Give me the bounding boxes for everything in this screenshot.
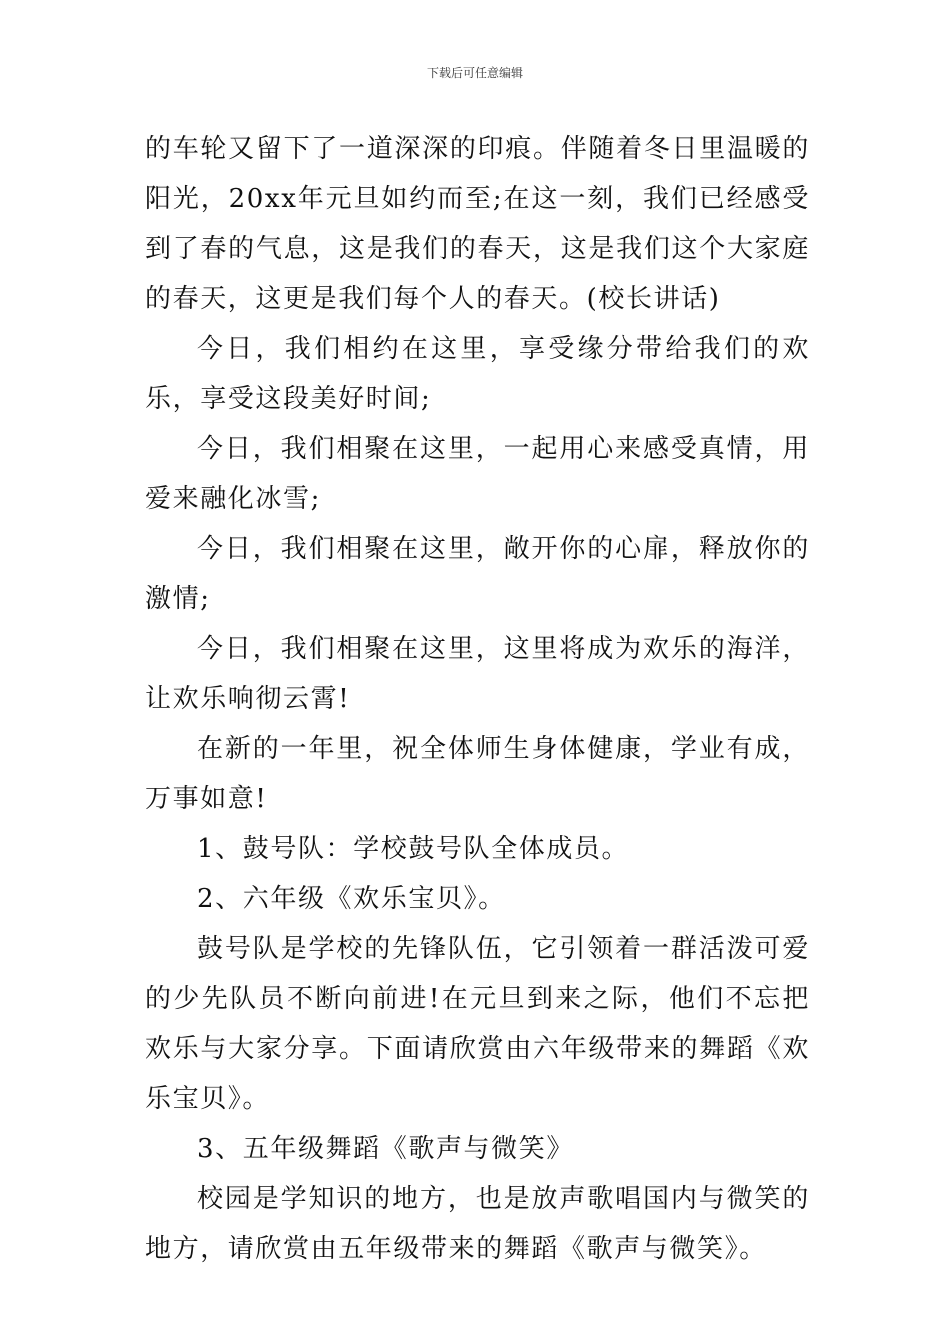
paragraph: 今日，我们相聚在这里，一起用心来感受真情，用爱来融化冰雪; <box>145 434 810 514</box>
paragraph: 在新的一年里，祝全体师生身体健康，学业有成，万事如意! <box>145 734 810 814</box>
paragraph: 今日，我们相约在这里，享受缘分带给我们的欢乐，享受这段美好时间; <box>145 334 810 414</box>
document-body <box>145 124 810 1274</box>
list-item: 3、五年级舞蹈《歌声与微笑》 <box>197 1134 574 1164</box>
paragraph: 的车轮又留下了一道深深的印痕。伴随着冬日里温暖的阳光，20xx年元旦如约而至;在这一刻，我们已经感受到了春的气息，这是我们的春天，这是我们这个大家庭的春天，这更是我们每个人的春天。(校长讲话) <box>145 134 810 314</box>
paragraph: 今日，我们相聚在这里，这里将成为欢乐的海洋，让欢乐响彻云霄! <box>145 634 810 714</box>
paragraph: 校园是学知识的地方，也是放声歌唱国内与微笑的地方，请欣赏由五年级带来的舞蹈《歌声与微笑》。 <box>145 1184 810 1264</box>
list-item: 1、鼓号队：学校鼓号队全体成员。 <box>197 834 630 864</box>
list-item: 2、六年级《欢乐宝贝》。 <box>197 884 506 914</box>
paragraph: 今日，我们相聚在这里，敞开你的心扉，释放你的激情; <box>145 534 810 614</box>
header-note: 下载后可任意编辑 <box>426 66 523 80</box>
paragraph: 鼓号队是学校的先锋队伍，它引领着一群活泼可爱的少先队员不断向前进!在元旦到来之际，他们不忘把欢乐与大家分享。下面请欣赏由六年级带来的舞蹈《欢乐宝贝》。 <box>145 934 810 1114</box>
